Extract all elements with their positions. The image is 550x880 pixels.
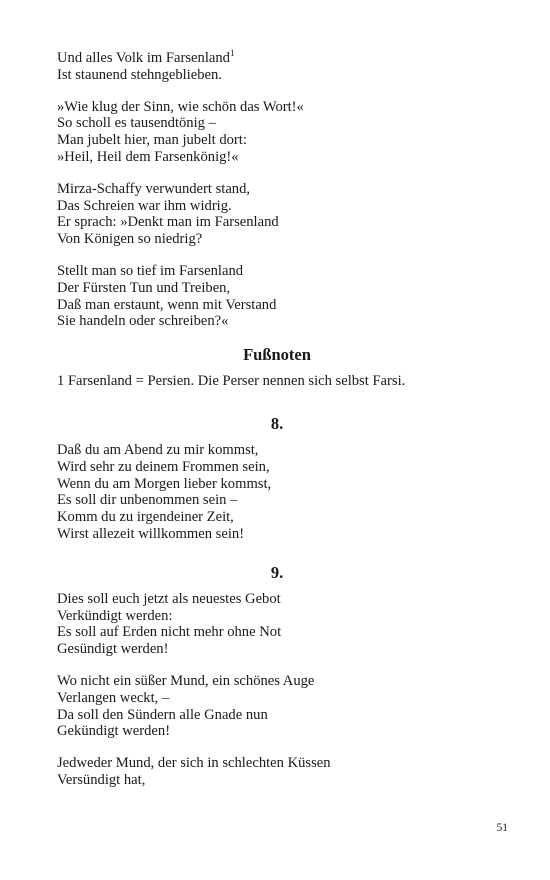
verse-line: »Heil, Heil dem Farsenkönig!« (57, 148, 239, 165)
footnotes-heading: Fußnoten (243, 345, 311, 365)
stanza (57, 673, 497, 740)
verse-line: Da soll den Sündern alle Gnade nun (57, 706, 268, 723)
verse-line: »Wie klug der Sinn, wie schön das Wort!« (57, 98, 304, 115)
verse-line: Versündigt hat, (57, 771, 146, 788)
stanza (57, 263, 497, 330)
poem-number-heading: 9. (270, 562, 284, 582)
verse-line: Mirza-Schaffy verwundert stand, (57, 180, 251, 197)
verse-line: Es soll dir unbenommen sein – (57, 492, 238, 509)
verse-line: Wird sehr zu deinem Frommen sein, (57, 458, 270, 475)
stanza (57, 755, 497, 789)
poem-number-heading: 8. (270, 413, 284, 433)
verse-line: Verkündigt werden: (57, 607, 173, 624)
page-number: 51 (496, 822, 508, 834)
verse-line: Stellt man so tief im Farsenland (57, 262, 244, 279)
stanza (57, 591, 497, 658)
verse-line: Das Schreien war ihm widrig. (57, 197, 232, 214)
stanza (57, 99, 497, 166)
verse-line: Gesündigt werden! (57, 641, 169, 658)
page-content (57, 50, 497, 804)
verse-line: Von Königen so niedrig? (57, 231, 203, 248)
verse-line: Ist staunend stehngeblieben. (57, 66, 222, 83)
verse-line: Wo nicht ein süßer Mund, ein schönes Auge (57, 672, 315, 689)
stanza (57, 181, 497, 248)
verse-line: Jedweder Mund, der sich in schlechten Küssen (57, 755, 331, 772)
verse-line: Sie handeln oder schreiben?« (57, 313, 229, 330)
verse-line: Er sprach: »Denkt man im Farsenland (57, 214, 279, 231)
verse-line: Dies soll euch jetzt als neuestes Gebot (57, 590, 281, 607)
stanza (57, 442, 497, 543)
verse-line: Daß man erstaunt, wenn mit Verstand (57, 296, 277, 313)
verse-line: Wenn du am Morgen lieber kommst, (57, 475, 272, 492)
verse-line: Es soll auf Erden nicht mehr ohne Not (57, 624, 282, 641)
verse-line: So scholl es tausendtönig – (57, 115, 216, 132)
verse-line: Verlangen weckt, – (57, 689, 170, 706)
verse-line: Man jubelt hier, man jubelt dort: (57, 132, 247, 149)
verse-line: Komm du zu irgendeiner Zeit, (57, 509, 234, 526)
verse-line: Daß du am Abend zu mir kommst, (57, 441, 259, 458)
footnote-text: 1 Farsenland = Persien. Die Perser nennen sich selbst Farsi. (57, 373, 406, 390)
verse-line: Der Fürsten Tun und Treiben, (57, 279, 231, 296)
footnote-marker[interactable]: 1 (229, 48, 235, 58)
stanza (57, 50, 497, 84)
verse-line: Und alles Volk im Farsenland$^1$ (57, 48, 235, 66)
verse-line: Gekündigt werden! (57, 723, 171, 740)
verse-line: Wirst allezeit willkommen sein! (57, 525, 245, 542)
